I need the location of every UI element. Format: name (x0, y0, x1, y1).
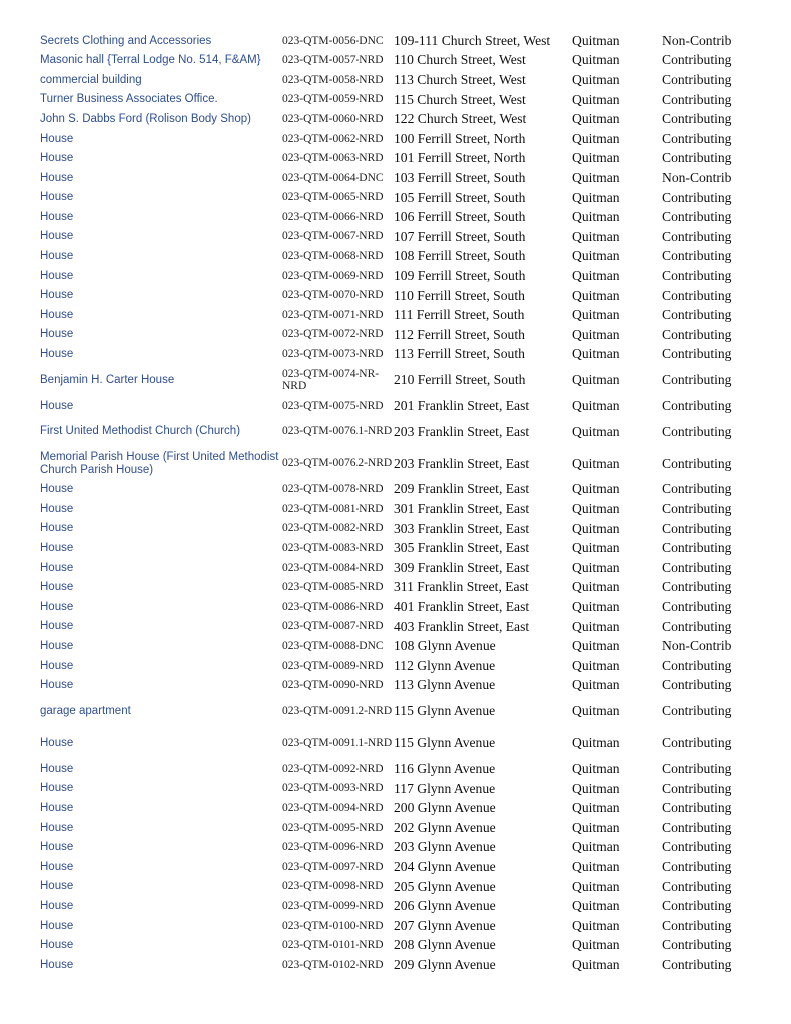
city-name: Quitman (572, 52, 620, 68)
resource-id: 023-QTM-0094-NRD (282, 801, 384, 814)
table-row (40, 266, 770, 286)
contributing-status: Contributing (662, 52, 732, 68)
city-name: Quitman (572, 520, 620, 536)
resource-id: 023-QTM-0101-NRD (282, 939, 384, 952)
street-address: 103 Ferrill Street, South (394, 169, 526, 185)
street-address: 403 Franklin Street, East (394, 618, 530, 634)
street-address: 109-111 Church Street, West (394, 32, 551, 48)
resource-id: 023-QTM-0067-NRD (282, 230, 384, 243)
street-address: 202 Glynn Avenue (394, 819, 496, 835)
resource-id: 023-QTM-0099-NRD (282, 899, 384, 912)
resource-id: 023-QTM-0082-NRD (282, 522, 384, 535)
contributing-status: Contributing (662, 956, 732, 972)
contributing-status: Contributing (662, 618, 732, 634)
resource-id: 023-QTM-0087-NRD (282, 620, 384, 633)
city-name: Quitman (572, 189, 620, 205)
resource-id: 023-QTM-0086-NRD (282, 600, 384, 613)
street-address: 207 Glynn Avenue (394, 917, 496, 933)
contributing-status: Contributing (662, 677, 732, 693)
table-row (40, 499, 770, 519)
city-name: Quitman (572, 130, 620, 146)
contributing-status: Contributing (662, 209, 732, 225)
city-name: Quitman (572, 111, 620, 127)
city-name: Quitman (572, 267, 620, 283)
table-row (40, 818, 770, 838)
property-name: House (40, 581, 74, 594)
city-name: Quitman (572, 397, 620, 413)
resource-id: 023-QTM-0083-NRD (282, 542, 384, 555)
table-row (40, 916, 770, 936)
street-address: 113 Church Street, West (394, 71, 526, 87)
contributing-status: Contributing (662, 780, 732, 796)
city-name: Quitman (572, 372, 620, 388)
contributing-status: Contributing (662, 326, 732, 342)
property-name: House (40, 483, 74, 496)
street-address: 200 Glynn Avenue (394, 800, 496, 816)
table-row (40, 578, 770, 598)
resource-id: 023-QTM-0089-NRD (282, 659, 384, 672)
street-address: 303 Franklin Street, East (394, 520, 530, 536)
street-address: 115 Glynn Avenue (394, 703, 496, 719)
city-name: Quitman (572, 71, 620, 87)
resource-id: 023-QTM-0074-NR-NRD (282, 367, 380, 393)
table-row (40, 90, 770, 110)
property-name: House (40, 230, 74, 243)
street-address: 311 Franklin Street, East (394, 579, 529, 595)
contributing-status: Contributing (662, 520, 732, 536)
street-address: 309 Franklin Street, East (394, 559, 530, 575)
table-row (40, 448, 770, 480)
resource-id: 023-QTM-0070-NRD (282, 289, 384, 302)
table-row (40, 207, 770, 227)
city-name: Quitman (572, 703, 620, 719)
street-address: 201 Franklin Street, East (394, 397, 530, 413)
city-name: Quitman (572, 228, 620, 244)
property-name: House (40, 821, 74, 834)
property-name: House (40, 736, 74, 749)
property-name: garage apartment (40, 704, 131, 717)
contributing-status: Non-Contrib (662, 169, 732, 185)
contributing-status: Non-Contrib (662, 32, 732, 48)
property-name: House (40, 782, 74, 795)
table-row (40, 109, 770, 129)
resource-id: 023-QTM-0095-NRD (282, 821, 384, 834)
resource-id: 023-QTM-0058-NRD (282, 73, 384, 86)
table-row (40, 345, 770, 365)
property-name: First United Methodist Church (Church) (40, 425, 241, 438)
resource-id: 023-QTM-0062-NRD (282, 132, 384, 145)
resource-id: 023-QTM-0063-NRD (282, 152, 384, 165)
property-name: House (40, 899, 74, 912)
property-name: House (40, 289, 74, 302)
street-address: 108 Ferrill Street, South (394, 248, 526, 264)
table-row (40, 597, 770, 617)
contributing-status: Contributing (662, 455, 732, 471)
table-row (40, 798, 770, 818)
street-address: 101 Ferrill Street, North (394, 150, 526, 166)
street-address: 203 Franklin Street, East (394, 423, 530, 439)
resource-id: 023-QTM-0085-NRD (282, 581, 384, 594)
street-address: 301 Franklin Street, East (394, 501, 530, 517)
city-name: Quitman (572, 878, 620, 894)
street-address: 206 Glynn Avenue (394, 898, 496, 914)
contributing-status: Contributing (662, 307, 732, 323)
city-name: Quitman (572, 91, 620, 107)
resource-id: 023-QTM-0076.2-NRD (282, 457, 393, 470)
street-address: 109 Ferrill Street, South (394, 267, 526, 283)
resource-id: 023-QTM-0056-DNC (282, 34, 384, 47)
contributing-status: Contributing (662, 878, 732, 894)
street-address: 116 Glynn Avenue (394, 761, 496, 777)
street-address: 122 Church Street, West (394, 111, 527, 127)
property-name: House (40, 399, 74, 412)
property-name: House (40, 191, 74, 204)
city-name: Quitman (572, 677, 620, 693)
city-name: Quitman (572, 657, 620, 673)
street-address: 107 Ferrill Street, South (394, 228, 526, 244)
table-row (40, 129, 770, 149)
city-name: Quitman (572, 455, 620, 471)
contributing-status: Contributing (662, 858, 732, 874)
city-name: Quitman (572, 917, 620, 933)
resource-id: 023-QTM-0060-NRD (282, 112, 384, 125)
table-row (40, 70, 770, 90)
table-row (40, 636, 770, 656)
property-name: House (40, 841, 74, 854)
resource-id: 023-QTM-0100-NRD (282, 919, 384, 932)
property-name: Masonic hall {Terral Lodge No. 514, F&AM} (40, 54, 261, 67)
resource-id: 023-QTM-0071-NRD (282, 308, 384, 321)
contributing-status: Contributing (662, 91, 732, 107)
city-name: Quitman (572, 956, 620, 972)
city-name: Quitman (572, 618, 620, 634)
contributing-status: Contributing (662, 937, 732, 953)
resource-id: 023-QTM-0066-NRD (282, 210, 384, 223)
resource-id: 023-QTM-0084-NRD (282, 561, 384, 574)
property-name: John S. Dabbs Ford (Rolison Body Shop) (40, 112, 251, 125)
street-address: 113 Ferrill Street, South (394, 346, 525, 362)
city-name: Quitman (572, 287, 620, 303)
resource-id: 023-QTM-0078-NRD (282, 483, 384, 496)
city-name: Quitman (572, 423, 620, 439)
resource-id: 023-QTM-0076.1-NRD (282, 425, 393, 438)
resource-id: 023-QTM-0092-NRD (282, 762, 384, 775)
table-row (40, 779, 770, 799)
contributing-status: Contributing (662, 898, 732, 914)
property-name: House (40, 542, 74, 555)
contributing-status: Contributing (662, 657, 732, 673)
contributing-status: Contributing (662, 248, 732, 264)
resource-id: 023-QTM-0091.1-NRD (282, 736, 393, 749)
city-name: Quitman (572, 559, 620, 575)
property-name: House (40, 600, 74, 613)
city-name: Quitman (572, 540, 620, 556)
contributing-status: Contributing (662, 501, 732, 517)
city-name: Quitman (572, 579, 620, 595)
property-name: House (40, 958, 74, 971)
table-row (40, 188, 770, 208)
resource-id: 023-QTM-0097-NRD (282, 860, 384, 873)
table-row (40, 51, 770, 71)
city-name: Quitman (572, 326, 620, 342)
contributing-status: Contributing (662, 819, 732, 835)
property-name: House (40, 132, 74, 145)
property-name: House (40, 328, 74, 341)
city-name: Quitman (572, 209, 620, 225)
contributing-status: Contributing (662, 71, 732, 87)
resource-id: 023-QTM-0102-NRD (282, 958, 384, 971)
city-name: Quitman (572, 780, 620, 796)
resource-id: 023-QTM-0065-NRD (282, 191, 384, 204)
table-row (40, 227, 770, 247)
contributing-status: Contributing (662, 267, 732, 283)
property-name: House (40, 762, 74, 775)
property-name: House (40, 522, 74, 535)
city-name: Quitman (572, 735, 620, 751)
street-address: 205 Glynn Avenue (394, 878, 496, 894)
property-name: House (40, 152, 74, 165)
city-name: Quitman (572, 937, 620, 953)
street-address: 111 Ferrill Street, South (394, 307, 525, 323)
street-address: 100 Ferrill Street, North (394, 130, 526, 146)
contributing-status: Contributing (662, 130, 732, 146)
table-row (40, 168, 770, 188)
contributing-status: Contributing (662, 423, 732, 439)
table-row (40, 480, 770, 500)
contributing-status: Contributing (662, 761, 732, 777)
street-address: 203 Franklin Street, East (394, 455, 530, 471)
resource-id: 023-QTM-0057-NRD (282, 54, 384, 67)
contributing-status: Contributing (662, 800, 732, 816)
city-name: Quitman (572, 761, 620, 777)
property-name: House (40, 659, 74, 672)
city-name: Quitman (572, 638, 620, 654)
street-address: 208 Glynn Avenue (394, 937, 496, 953)
property-name: House (40, 269, 74, 282)
resource-id: 023-QTM-0072-NRD (282, 328, 384, 341)
property-name: House (40, 250, 74, 263)
street-address: 112 Glynn Avenue (394, 657, 496, 673)
street-address: 209 Franklin Street, East (394, 481, 530, 497)
street-address: 203 Glynn Avenue (394, 839, 496, 855)
city-name: Quitman (572, 839, 620, 855)
resource-id: 023-QTM-0059-NRD (282, 93, 384, 106)
city-name: Quitman (572, 150, 620, 166)
city-name: Quitman (572, 481, 620, 497)
contributing-status: Contributing (662, 287, 732, 303)
table-row (40, 955, 770, 975)
city-name: Quitman (572, 858, 620, 874)
resource-id: 023-QTM-0075-NRD (282, 399, 384, 412)
street-address: 210 Ferrill Street, South (394, 372, 526, 388)
street-address: 108 Glynn Avenue (394, 638, 496, 654)
property-name: House (40, 801, 74, 814)
resource-id: 023-QTM-0096-NRD (282, 841, 384, 854)
contributing-status: Contributing (662, 228, 732, 244)
table-row (40, 325, 770, 345)
city-name: Quitman (572, 599, 620, 615)
table-row (40, 558, 770, 578)
street-address: 305 Franklin Street, East (394, 540, 530, 556)
street-address: 110 Church Street, West (394, 52, 526, 68)
contributing-status: Contributing (662, 839, 732, 855)
property-name: House (40, 860, 74, 873)
contributing-status: Contributing (662, 735, 732, 751)
city-name: Quitman (572, 169, 620, 185)
property-name: House (40, 308, 74, 321)
street-address: 204 Glynn Avenue (394, 858, 496, 874)
contributing-status: Contributing (662, 346, 732, 362)
contributing-status: Contributing (662, 397, 732, 413)
resource-id: 023-QTM-0081-NRD (282, 502, 384, 515)
contributing-status: Contributing (662, 579, 732, 595)
resource-id: 023-QTM-0068-NRD (282, 250, 384, 263)
street-address: 115 Glynn Avenue (394, 735, 496, 751)
table-row (40, 31, 770, 51)
table-row (40, 538, 770, 558)
table-row (40, 617, 770, 637)
property-name: House (40, 561, 74, 574)
contributing-status: Contributing (662, 111, 732, 127)
table-row (40, 896, 770, 916)
city-name: Quitman (572, 819, 620, 835)
property-name: House (40, 919, 74, 932)
city-name: Quitman (572, 307, 620, 323)
street-address: 106 Ferrill Street, South (394, 209, 526, 225)
table-row (40, 149, 770, 169)
contributing-status: Contributing (662, 481, 732, 497)
table-row (40, 695, 770, 727)
table-row (40, 364, 770, 396)
street-address: 117 Glynn Avenue (394, 780, 496, 796)
city-name: Quitman (572, 32, 620, 48)
street-address: 115 Church Street, West (394, 91, 526, 107)
table-row (40, 305, 770, 325)
contributing-status: Contributing (662, 703, 732, 719)
resource-id: 023-QTM-0090-NRD (282, 679, 384, 692)
street-address: 401 Franklin Street, East (394, 599, 530, 615)
resource-id: 023-QTM-0069-NRD (282, 269, 384, 282)
table-row (40, 247, 770, 267)
contributing-status: Contributing (662, 372, 732, 388)
table-row (40, 857, 770, 877)
street-address: 209 Glynn Avenue (394, 956, 496, 972)
property-name: Benjamin H. Carter House (40, 373, 175, 386)
contributing-status: Contributing (662, 189, 732, 205)
property-name: commercial building (40, 73, 142, 86)
city-name: Quitman (572, 248, 620, 264)
table-row (40, 838, 770, 858)
street-address: 112 Ferrill Street, South (394, 326, 525, 342)
table-row (40, 936, 770, 956)
property-name: Memorial Parish House (First United Methodist Church Parish House) (40, 451, 279, 476)
table-row (40, 656, 770, 676)
property-name: Turner Business Associates Office. (40, 93, 218, 106)
table-row (40, 286, 770, 306)
property-name: House (40, 679, 74, 692)
property-name: House (40, 620, 74, 633)
property-name: House (40, 939, 74, 952)
table-row (40, 727, 770, 759)
resource-id: 023-QTM-0093-NRD (282, 782, 384, 795)
city-name: Quitman (572, 898, 620, 914)
contributing-status: Contributing (662, 917, 732, 933)
property-name: House (40, 348, 74, 361)
city-name: Quitman (572, 346, 620, 362)
resource-id: 023-QTM-0098-NRD (282, 880, 384, 893)
street-address: 110 Ferrill Street, South (394, 287, 525, 303)
resource-id: 023-QTM-0088-DNC (282, 639, 384, 652)
resource-id: 023-QTM-0064-DNC (282, 171, 384, 184)
table-row (40, 396, 770, 416)
city-name: Quitman (572, 501, 620, 517)
property-name: House (40, 880, 74, 893)
city-name: Quitman (572, 800, 620, 816)
table-row (40, 676, 770, 696)
contributing-status: Contributing (662, 559, 732, 575)
property-name: House (40, 639, 74, 652)
street-address: 105 Ferrill Street, South (394, 189, 526, 205)
property-name: House (40, 210, 74, 223)
contributing-status: Non-Contrib (662, 638, 732, 654)
table-row (40, 519, 770, 539)
table-row (40, 759, 770, 779)
street-address: 113 Glynn Avenue (394, 677, 496, 693)
property-list (40, 31, 770, 975)
contributing-status: Contributing (662, 599, 732, 615)
contributing-status: Contributing (662, 150, 732, 166)
property-name: House (40, 171, 74, 184)
table-row (40, 877, 770, 897)
contributing-status: Contributing (662, 540, 732, 556)
table-row (40, 416, 770, 448)
resource-id: 023-QTM-0091.2-NRD (282, 704, 393, 717)
property-name: House (40, 502, 74, 515)
resource-id: 023-QTM-0073-NRD (282, 348, 384, 361)
property-name: Secrets Clothing and Accessories (40, 34, 212, 47)
